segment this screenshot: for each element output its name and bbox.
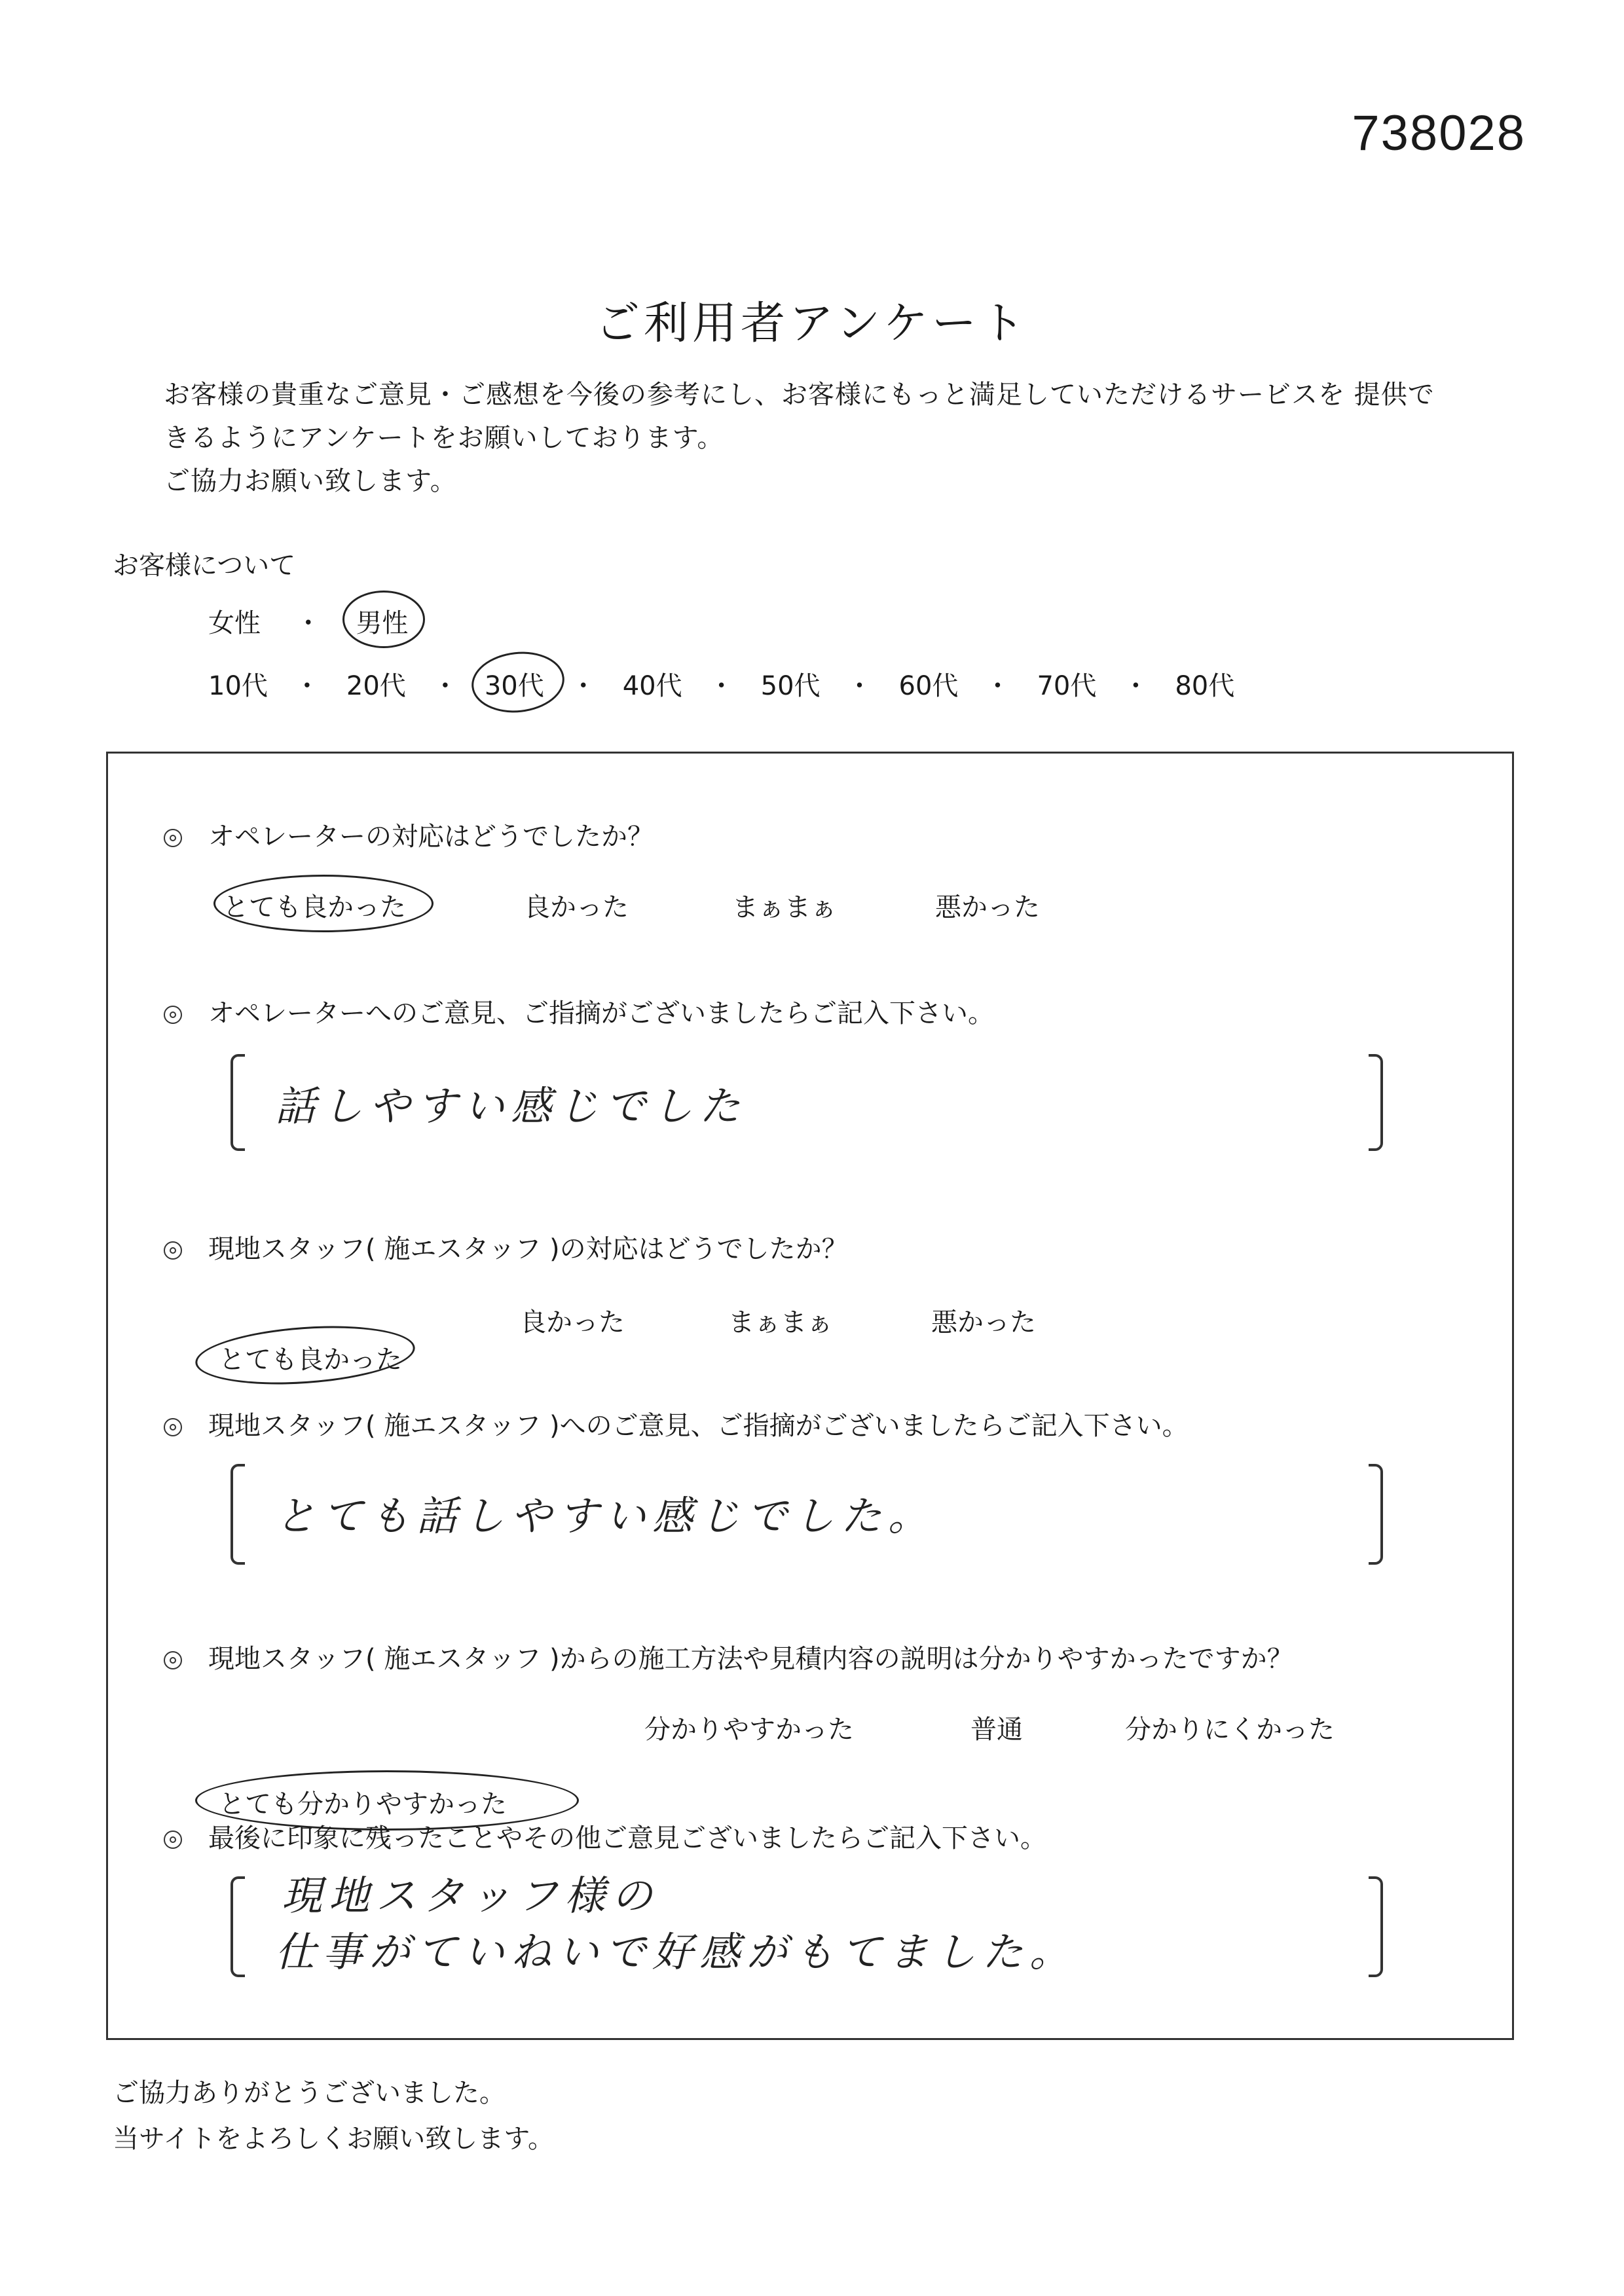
q5-option-clear[interactable]: 分かりやすかった [644, 1715, 854, 1745]
page-title: ご利用者アンケート [595, 298, 1029, 350]
answer-bracket-left [231, 1464, 245, 1565]
question-5 [164, 1638, 1293, 1675]
intro-line-3: ご協力お願い致します。 [164, 466, 457, 496]
answer-bracket-right [1369, 1464, 1383, 1565]
question-1-label: オペレーターの対応はどうでしたか？ [208, 822, 654, 852]
question-2-label: オペレーターへのご意見、ご指摘がございましたらご記入下さい。 [208, 998, 994, 1029]
answer-bracket-right [1369, 1876, 1383, 1977]
q5-option-very-clear[interactable] [219, 1783, 1624, 1821]
answer-bracket-left [231, 1876, 245, 1977]
q4-handwritten-answer: とても話しやすい感じでした。 [275, 1492, 936, 1540]
question-4 [164, 1405, 1189, 1442]
document-id: 738028 [1352, 105, 1526, 161]
age-option-40s[interactable]: 40代 [622, 671, 682, 701]
age-options [208, 665, 1234, 702]
q1-option-okay[interactable]: まぁまぁ [732, 892, 837, 922]
q5-option-normal[interactable]: 普通 [970, 1715, 1023, 1745]
question-4-label: 現地スタッフ( 施エスタッフ )へのご意見、ご指摘がございましたらご記入下さい。 [208, 1411, 1189, 1441]
q2-handwritten-answer: 話しやすい感じでした [275, 1082, 747, 1130]
age-option-20s[interactable]: 20代 [346, 671, 406, 701]
footer-line-2: 当サイトをよろしくお願い致します。 [113, 2124, 554, 2154]
about-customer-label: お客様について [113, 551, 296, 581]
intro-text [164, 373, 1539, 503]
q3-option-very-good[interactable] [219, 1339, 1624, 1376]
question-6-label: 最後に印象に残ったことやその他ご意見ございましたらご記入下さい。 [208, 1823, 1046, 1853]
answer-bracket-left [231, 1054, 245, 1151]
double-circle-bullet-icon [164, 1831, 182, 1849]
q1-option-very-good[interactable] [223, 886, 1624, 924]
separator: ・ [295, 608, 322, 638]
footer-line-1: ご協力ありがとうございました。 [113, 2078, 506, 2108]
gender-option-male[interactable] [356, 602, 408, 640]
intro-line-2: きるようにアンケートをお願いしております。 [164, 423, 724, 453]
separator: ・ [432, 671, 458, 701]
q6-handwritten-answer-line-1: 現地スタッフ様の [282, 1872, 659, 1920]
age-option-60s[interactable]: 60代 [898, 671, 959, 701]
double-circle-bullet-icon [164, 1241, 182, 1260]
gender-option-male-label: 男性 [356, 608, 409, 638]
q3-option-okay[interactable]: まぁまぁ [728, 1307, 833, 1338]
answer-bracket-right [1369, 1054, 1383, 1151]
separator: ・ [708, 671, 735, 701]
intro-line-1: お客様の貴重なご意見・ご感想を今後の参考にし、お客様にもっと満足していただけるサービスを 提供で [164, 380, 1435, 410]
double-circle-bullet-icon [164, 1651, 182, 1669]
q1-option-very-good-label: とても良かった [223, 892, 406, 922]
q6-handwritten-answer-line-2: 仕事がていねいで好感がもてました。 [275, 1928, 1077, 1976]
q5-option-very-clear-label: とても分かりやすかった [219, 1789, 507, 1819]
question-2 [164, 993, 994, 1030]
gender-option-female[interactable]: 女性 [208, 608, 261, 638]
separator: ・ [570, 671, 597, 701]
age-option-30s-label: 30代 [484, 671, 544, 701]
q3-option-bad[interactable]: 悪かった [931, 1307, 1036, 1338]
age-option-50s[interactable]: 50代 [760, 671, 821, 701]
age-option-80s[interactable]: 80代 [1175, 671, 1235, 701]
separator: ・ [293, 671, 320, 701]
age-option-30s[interactable] [485, 665, 544, 702]
footer [113, 2070, 554, 2162]
question-6 [164, 1817, 1046, 1855]
gender-options [208, 602, 408, 640]
question-1 [164, 816, 654, 853]
question-3 [164, 1228, 848, 1266]
double-circle-bullet-icon [164, 1418, 182, 1436]
q5-option-unclear[interactable]: 分かりにくかった [1125, 1715, 1335, 1745]
q3-option-very-good-label: とても良かった [219, 1345, 402, 1375]
q3-option-good[interactable]: 良かった [520, 1307, 625, 1338]
separator: ・ [1122, 671, 1149, 701]
q1-option-good[interactable]: 良かった [524, 892, 629, 922]
question-3-label: 現地スタッフ( 施エスタッフ )の対応はどうでしたか？ [208, 1234, 848, 1264]
q1-option-bad[interactable]: 悪かった [935, 892, 1040, 922]
question-5-label: 現地スタッフ( 施エスタッフ )からの施工方法や見積内容の説明は分かりやすかったですか？ [208, 1644, 1293, 1674]
separator: ・ [846, 671, 873, 701]
double-circle-bullet-icon [164, 829, 182, 847]
age-option-10s[interactable]: 10代 [208, 671, 268, 701]
age-option-70s[interactable]: 70代 [1037, 671, 1097, 701]
double-circle-bullet-icon [164, 1006, 182, 1024]
separator: ・ [984, 671, 1011, 701]
